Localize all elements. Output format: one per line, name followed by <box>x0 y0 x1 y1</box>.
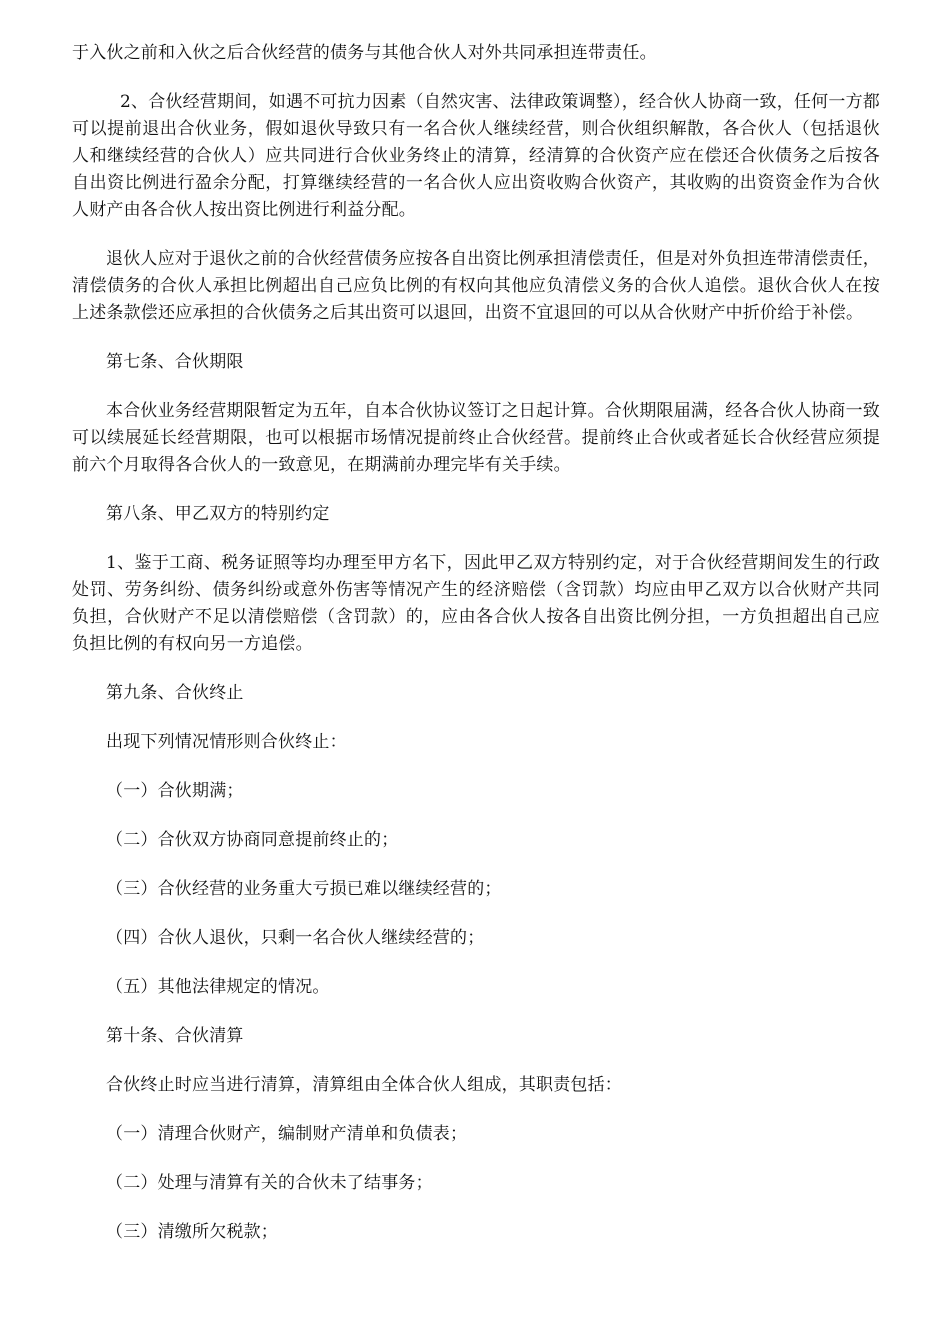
paragraph-termination-intro: 出现下列情况情形则合伙终止： <box>106 732 347 752</box>
list-item-liquidation-1: （一）清理合伙财产，编制财产清单和负债表； <box>106 1124 468 1144</box>
paragraph-continuation: 于入伙之前和入伙之后合伙经营的债务与其他合伙人对外共同承担连带责任。 <box>72 43 657 63</box>
heading-article-9: 第九条、合伙终止 <box>106 683 244 703</box>
list-item-liquidation-2: （二）处理与清算有关的合伙未了结事务； <box>106 1173 433 1193</box>
list-item-termination-4: （四）合伙人退伙，只剩一名合伙人继续经营的； <box>106 928 485 948</box>
heading-article-8: 第八条、甲乙双方的特别约定 <box>106 504 330 524</box>
paragraph-liquidation-intro: 合伙终止时应当进行清算，清算组由全体合伙人组成，其职责包括： <box>106 1075 622 1095</box>
list-item-termination-1: （一）合伙期满； <box>106 781 244 801</box>
heading-article-10: 第十条、合伙清算 <box>106 1026 244 1046</box>
document-page <box>72 40 880 1268</box>
paragraph-clause-2: 2、合伙经营期间，如遇不可抗力因素（自然灾害、法律政策调整），经合伙人协商一致，任何一方都可以提前退出合伙业务，假如退伙导致只有一名合伙人继续经营，则合伙组织解散，各合伙人（包括退伙人和继续经营的合伙人）应共同进行合伙业务终止的清算，经清算的合伙资产应在偿还合伙债务之后按各自出资比例进行盈余分配，打算继续经营的一名合伙人应出资收购合伙资产，其收购的出资资金作为合伙人财产由各合伙人按出资比例进行利益分配。 <box>72 92 880 220</box>
list-item-termination-5: （五）其他法律规定的情况。 <box>106 977 330 997</box>
paragraph-special-agreement: 1、鉴于工商、税务证照等均办理至甲方名下，因此甲乙双方特别约定，对于合伙经营期间发生的行政处罚、劳务纠纷、债务纠纷或意外伤害等情况产生的经济赔偿（含罚款）均应由甲乙双方以合伙财产共同负担，合伙财产不足以清偿赔偿（含罚款）的，应由各合伙人按各自出资比例分担，一方负担超出自己应负担比例的有权向另一方追偿。 <box>72 553 880 654</box>
list-item-termination-3: （三）合伙经营的业务重大亏损已难以继续经营的； <box>106 879 502 899</box>
paragraph-withdrawal-liability: 退伙人应对于退伙之前的合伙经营债务应按各自出资比例承担清偿责任，但是对外负担连带清偿责任，清偿债务的合伙人承担比例超出自己应负比例的有权向其他应负清偿义务的合伙人追偿。退伙合伙人在按上述条款偿还应承担的合伙债务之后其出资可以退回，出资不宜退回的可以从合伙财产中折价给于补偿。 <box>72 249 880 323</box>
list-item-termination-2: （二）合伙双方协商同意提前终止的； <box>106 830 399 850</box>
paragraph-term: 本合伙业务经营期限暂定为五年，自本合伙协议签订之日起计算。合伙期限届满，经各合伙人协商一致可以续展延长经营期限，也可以根据市场情况提前终止合伙经营。提前终止合伙或者延长合伙经营应须提前六个月取得各合伙人的一致意见，在期满前办理完毕有关手续。 <box>72 401 880 475</box>
list-item-liquidation-3: （三）清缴所欠税款； <box>106 1222 278 1242</box>
heading-article-7: 第七条、合伙期限 <box>106 352 244 372</box>
